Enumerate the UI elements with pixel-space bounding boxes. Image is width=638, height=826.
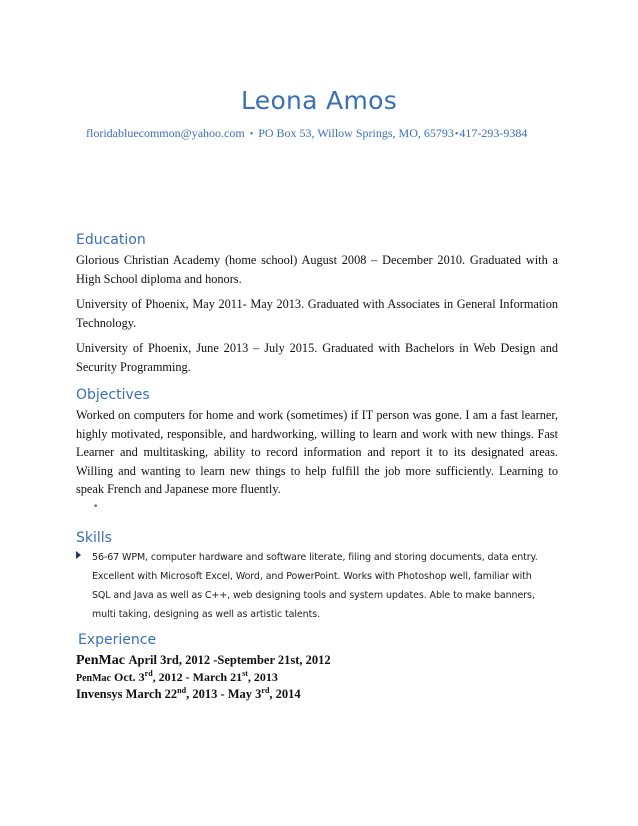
employment-dates: March 22nd, 2013 - May 3rd, 2014 [125, 686, 301, 702]
skills-text: 56-67 WPM, computer hardware and software literate, filing and storing documents, data entry. Excellent with Microsoft Excel, Word, and PowerPoint. Works with Photoshop well, familiar with SQL and Java as well as C++, web designing tools and system updates. Able to make banners, multi taking, designing as well as artistic talents. [92, 552, 538, 620]
objectives-text: Worked on computers for home and work (sometimes) if IT person was gone. I am a fast learner, highly motivated, responsible, and hardworking, willing to learn and work with new things. Fast Learner and multitasking, ability to record information and report it to its designated areas. Willing and wanting to learn new things to help fulfill the job more sufficiently. Learning to speak French and Japanese more fluently. [76, 408, 558, 496]
experience-heading: Experience [78, 632, 157, 648]
candidate-name: Leona Amos [240, 86, 398, 115]
company-name: Invensys [76, 687, 123, 702]
employment-dates: April 3rd, 2012 -September 21st, 2012 [128, 653, 331, 667]
email-link[interactable]: floridabluecommon@yahoo.com [86, 126, 245, 140]
employment-dates: Oct. 3rd, 2012 - March 21st, 2013 [114, 669, 278, 684]
experience-entry [76, 669, 278, 685]
empty-bullet: • [93, 502, 99, 512]
experience-entry [76, 686, 301, 702]
education-entry: University of Phoenix, May 2011- May 2013. Graduated with Associates in General Information Technology. [76, 297, 558, 330]
skills-list [76, 548, 546, 624]
education-heading: Education [76, 232, 146, 248]
contact-separator: • [454, 129, 459, 140]
contact-line [86, 126, 527, 141]
experience-entry [76, 653, 331, 669]
skills-heading: Skills [76, 530, 112, 546]
arrow-bullet-icon [76, 551, 81, 559]
contact-separator: • [249, 129, 254, 140]
company-name: PenMac [76, 653, 125, 668]
phone-number: 417-293-9384 [459, 126, 528, 140]
education-entry: Glorious Christian Academy (home school) August 2008 – December 2010. Graduated with a High School diploma and honors. [76, 253, 558, 286]
education-entry: University of Phoenix, June 2013 – July 2015. Graduated with Bachelors in Web Design and Security Programming. [76, 341, 558, 374]
company-name: PenMac [76, 673, 111, 684]
postal-address: PO Box 53, Willow Springs, MO, 65793 [258, 126, 454, 140]
objectives-heading: Objectives [76, 387, 150, 403]
